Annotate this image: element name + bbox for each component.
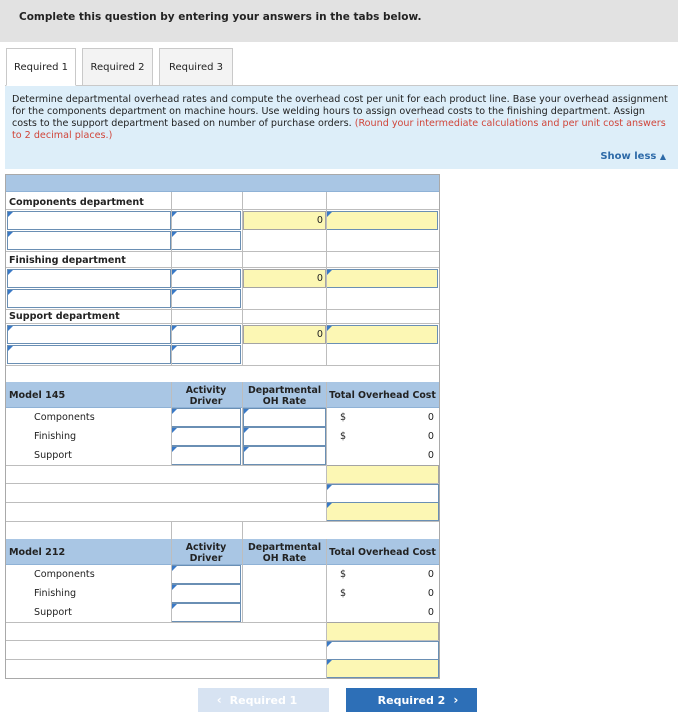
model-145-finishing-driver-input[interactable] xyxy=(171,427,241,446)
table-header-bar xyxy=(6,175,439,192)
finishing-rate-unit-input[interactable] xyxy=(326,269,438,288)
model-212-total-header: Total Overhead Cost xyxy=(329,547,436,558)
model-145-components-label: Components xyxy=(34,412,95,423)
tab-required-1[interactable]: Required 1 xyxy=(6,48,76,86)
chevron-right-icon: › xyxy=(453,693,459,707)
components-cost-pool-input[interactable] xyxy=(7,211,171,230)
model-145-finishing-label: Finishing xyxy=(34,431,77,442)
instructions-text: Determine departmental overhead rates and compute the overhead cost per unit for each product line. Base your overhead assignment for the components department on machine hours. Use welding hours to assign overhead costs to the finishing department. Assign costs to the support department based on number of purchase orders. xyxy=(12,94,668,129)
model-145-activity-header: Activity Driver xyxy=(185,385,227,407)
model-212-components-currency: $ xyxy=(340,569,347,580)
tab-required-3[interactable]: Required 3 xyxy=(159,48,233,86)
components-dept-label: Components department xyxy=(9,197,144,208)
components-rate-value: 0 xyxy=(316,215,323,226)
model-212-total-cell xyxy=(326,622,439,641)
instructions-note: (Round your intermediate calculations and per unit cost answers to 2 decimal places.) xyxy=(12,118,666,141)
model-212-cost-per-unit-input[interactable] xyxy=(326,659,439,678)
model-145-components-total: 0 xyxy=(427,412,434,423)
triangle-up-icon: ▲ xyxy=(659,152,666,161)
model-145-title: Model 145 xyxy=(9,390,66,401)
model-212-finishing-total: 0 xyxy=(427,588,434,599)
model-145-total-cell xyxy=(326,465,439,484)
model-212-support-label: Support xyxy=(34,607,72,618)
model-212-support-driver-input[interactable] xyxy=(171,603,241,622)
model-145-support-label: Support xyxy=(34,450,72,461)
model-145-rate-header: Departmental OH Rate xyxy=(247,385,322,407)
model-212-components-driver-input[interactable] xyxy=(171,565,241,584)
answer-table xyxy=(5,174,440,679)
chevron-left-icon: ‹ xyxy=(216,693,222,707)
model-212-activity-header: Activity Driver xyxy=(185,542,227,564)
model-212-title: Model 212 xyxy=(9,547,66,558)
support-extra-input[interactable] xyxy=(7,345,171,364)
support-dept-label: Support department xyxy=(9,311,120,322)
model-145-finishing-total: 0 xyxy=(427,431,434,442)
model-145-finishing-currency: $ xyxy=(340,431,347,442)
model-212-components-label: Components xyxy=(34,569,95,580)
model-212-finishing-driver-input[interactable] xyxy=(171,584,241,603)
support-rate-value: 0 xyxy=(316,329,323,340)
components-rate-unit-input[interactable] xyxy=(326,211,438,230)
support-cost-pool-input[interactable] xyxy=(7,325,171,344)
components-extra-input[interactable] xyxy=(7,231,171,250)
model-145-components-driver-input[interactable] xyxy=(171,408,241,427)
support-rate-unit-input[interactable] xyxy=(326,325,438,344)
show-less-toggle[interactable]: Show less ▲ xyxy=(600,151,666,162)
model-145-finishing-rate-input[interactable] xyxy=(243,427,326,446)
previous-button-label: Required 1 xyxy=(229,693,298,707)
model-212-support-total: 0 xyxy=(427,607,434,618)
model-212-components-total: 0 xyxy=(427,569,434,580)
next-button-label: Required 2 xyxy=(377,693,446,707)
model-145-components-rate-input[interactable] xyxy=(243,408,326,427)
next-required-button[interactable] xyxy=(346,688,477,712)
finishing-driver-input[interactable] xyxy=(171,269,241,288)
support-extra-driver-input[interactable] xyxy=(171,345,241,364)
model-212-rate-header: Departmental OH Rate xyxy=(247,542,322,564)
finishing-dept-label: Finishing department xyxy=(9,255,126,266)
support-driver-input[interactable] xyxy=(171,325,241,344)
finishing-extra-driver-input[interactable] xyxy=(171,289,241,308)
model-145-support-total: 0 xyxy=(427,450,434,461)
model-212-units-input[interactable] xyxy=(326,641,439,660)
model-212-finishing-currency: $ xyxy=(340,588,347,599)
model-145-components-currency: $ xyxy=(340,412,347,423)
banner-text: Complete this question by entering your answers in the tabs below. xyxy=(19,11,422,23)
model-145-support-driver-input[interactable] xyxy=(171,446,241,465)
components-driver-input[interactable] xyxy=(171,211,241,230)
finishing-cost-pool-input[interactable] xyxy=(7,269,171,288)
model-145-support-rate-input[interactable] xyxy=(243,446,326,465)
instruction-banner xyxy=(0,0,678,42)
model-212-finishing-label: Finishing xyxy=(34,588,77,599)
instructions-panel xyxy=(5,86,678,169)
tab-required-2[interactable]: Required 2 xyxy=(82,48,153,86)
model-145-cost-per-unit-input[interactable] xyxy=(326,502,439,521)
finishing-rate-value: 0 xyxy=(316,273,323,284)
model-145-units-input[interactable] xyxy=(326,484,439,503)
components-extra-driver-input[interactable] xyxy=(171,231,241,250)
previous-required-button[interactable] xyxy=(198,688,329,712)
finishing-extra-input[interactable] xyxy=(7,289,171,308)
model-145-total-header: Total Overhead Cost xyxy=(329,390,436,401)
